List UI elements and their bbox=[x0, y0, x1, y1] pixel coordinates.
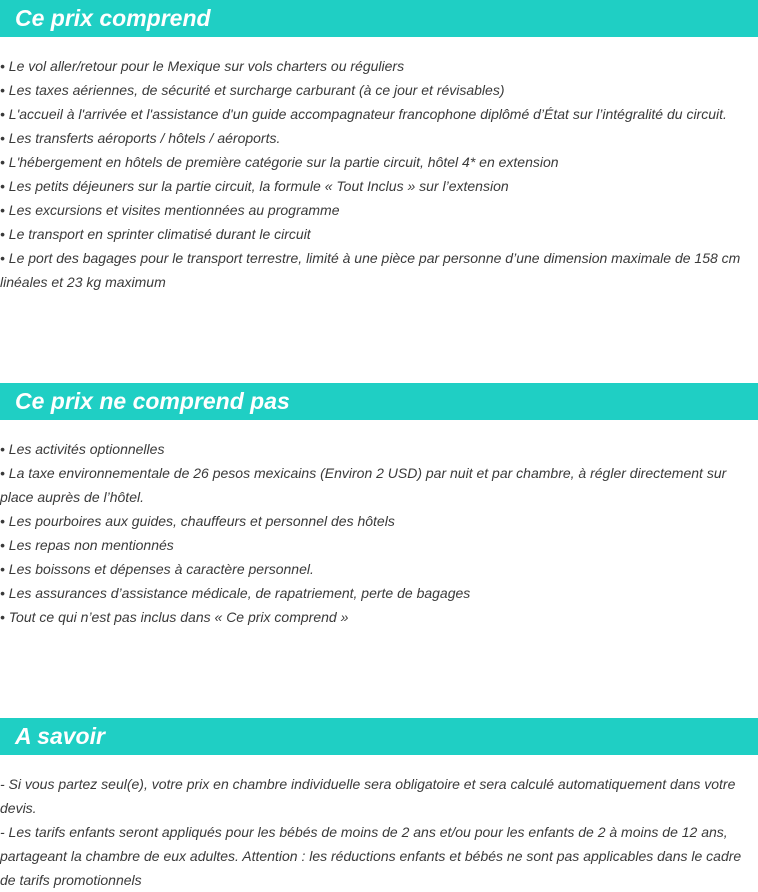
list-item: • Les activités optionnelles bbox=[0, 441, 165, 457]
list-item: • Les repas non mentionnés bbox=[0, 537, 174, 553]
list-item: • Les taxes aériennes, de sécurité et surcharge carburant (à ce jour et révisables) bbox=[0, 82, 505, 98]
list-item: • L'hébergement en hôtels de première catégorie sur la partie circuit, hôtel 4* en extension bbox=[0, 154, 559, 170]
list-item: • Les excursions et visites mentionnées au programme bbox=[0, 202, 340, 218]
item-list bbox=[0, 54, 758, 294]
list-item: • Les pourboires aux guides, chauffeurs et personnel des hôtels bbox=[0, 513, 395, 529]
list-item: - Les tarifs enfants seront appliqués pour les bébés de moins de 2 ans et/ou pour les enfants de 2 à moins de 12 ans, partageant la chambre de eux adultes. Attention : les réductions enfants et bébés ne sont pas applicables dans le cadre de tarifs promotionnels bbox=[0, 824, 742, 888]
item-list bbox=[0, 772, 758, 892]
list-item: • Les boissons et dépenses à caractère personnel. bbox=[0, 561, 314, 577]
list-item: • Les transferts aéroports / hôtels / aéroports. bbox=[0, 130, 281, 146]
section-good-to-know bbox=[0, 718, 758, 892]
list-item: • Le port des bagages pour le transport terrestre, limité à une pièce par personne d’une dimension maximale de 158 cm linéales et 23 kg maximum bbox=[0, 250, 741, 290]
section-price-excludes bbox=[0, 383, 758, 629]
section-title: Ce prix ne comprend pas bbox=[0, 383, 758, 420]
section-title: Ce prix comprend bbox=[0, 0, 758, 37]
list-item: • Tout ce qui n’est pas inclus dans « Ce prix comprend » bbox=[0, 609, 349, 625]
item-list bbox=[0, 437, 758, 629]
list-item: • La taxe environnementale de 26 pesos mexicains (Environ 2 USD) par nuit et par chambre, à régler directement sur place auprès de l’hôtel. bbox=[0, 465, 727, 505]
list-item: • Les assurances d’assistance médicale, de rapatriement, perte de bagages bbox=[0, 585, 471, 601]
list-item: • Le vol aller/retour pour le Mexique sur vols charters ou réguliers bbox=[0, 58, 405, 74]
section-price-includes bbox=[0, 0, 758, 294]
list-item: • L'accueil à l'arrivée et l'assistance d'un guide accompagnateur francophone diplômé d’État sur l’intégralité du circuit. bbox=[0, 106, 727, 122]
list-item: - Si vous partez seul(e), votre prix en chambre individuelle sera obligatoire et sera calculé automatiquement dans votre devis. bbox=[0, 776, 736, 816]
section-title: A savoir bbox=[0, 718, 758, 755]
list-item: • Les petits déjeuners sur la partie circuit, la formule « Tout Inclus » sur l’extension bbox=[0, 178, 509, 194]
list-item: • Le transport en sprinter climatisé durant le circuit bbox=[0, 226, 311, 242]
